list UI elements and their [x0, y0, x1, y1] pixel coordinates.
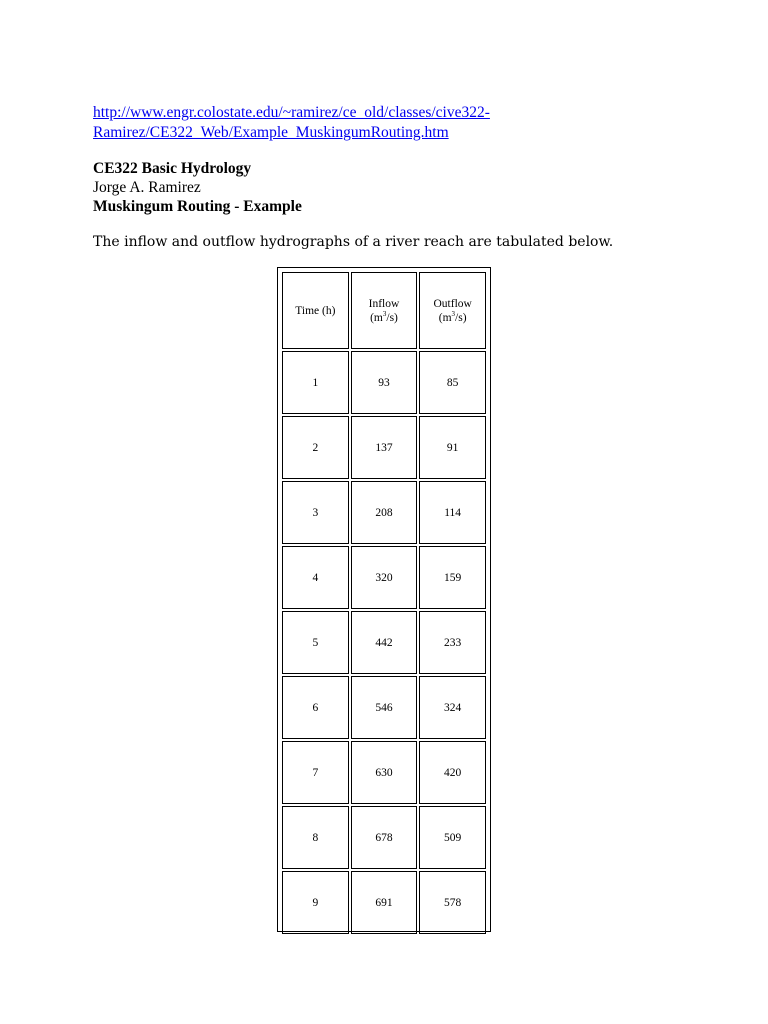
cell-inflow: 137 — [351, 416, 418, 479]
cell-inflow: 691 — [351, 871, 418, 934]
cell-inflow: 320 — [351, 546, 418, 609]
cell-inflow: 546 — [351, 676, 418, 739]
header-inflow: Inflow $(m^3/s)$ — [351, 272, 418, 349]
cell-time: 2 — [282, 416, 349, 479]
cell-inflow: 442 — [351, 611, 418, 674]
table-row — [282, 481, 486, 544]
table-row — [282, 416, 486, 479]
example-title: Muskingum Routing - Example — [93, 198, 302, 215]
cell-outflow: 509 — [419, 806, 486, 869]
cell-outflow: 420 — [419, 741, 486, 804]
cell-time: 5 — [282, 611, 349, 674]
intro-paragraph: The inflow and outflow hydrographs of a river reach are tabulated below. — [93, 234, 614, 250]
cell-time: 1 — [282, 351, 349, 414]
table-row — [282, 806, 486, 869]
cell-outflow: 578 — [419, 871, 486, 934]
cell-outflow: 324 — [419, 676, 486, 739]
hydrograph-table-frame — [277, 267, 491, 932]
cell-inflow: 208 — [351, 481, 418, 544]
cell-time: 9 — [282, 871, 349, 934]
cell-outflow: 85 — [419, 351, 486, 414]
cell-time: 7 — [282, 741, 349, 804]
document-header — [93, 159, 302, 216]
author-name: Jorge A. Ramirez — [93, 179, 201, 196]
table-row — [282, 871, 486, 934]
cell-inflow: 93 — [351, 351, 418, 414]
cell-inflow: 678 — [351, 806, 418, 869]
source-link-line-1[interactable]: http://www.engr.colostate.edu/~ramirez/ce_old/classes/cive322- — [93, 104, 490, 121]
hydrograph-table — [280, 270, 488, 936]
table-row — [282, 546, 486, 609]
cell-outflow: 114 — [419, 481, 486, 544]
table-row — [282, 351, 486, 414]
cell-inflow: 630 — [351, 741, 418, 804]
cell-outflow: 233 — [419, 611, 486, 674]
cell-time: 3 — [282, 481, 349, 544]
cell-outflow: 159 — [419, 546, 486, 609]
cell-outflow: 91 — [419, 416, 486, 479]
cell-time: 6 — [282, 676, 349, 739]
header-outflow: Outflow $(m^3/s)$ — [419, 272, 486, 349]
table-row — [282, 676, 486, 739]
source-link-line-2[interactable]: Ramirez/CE322_Web/Example_MuskingumRouting.htm — [93, 124, 449, 141]
table-row — [282, 741, 486, 804]
course-title: CE322 Basic Hydrology — [93, 160, 252, 177]
cell-time: 8 — [282, 806, 349, 869]
header-time: Time (h) — [282, 272, 349, 349]
cell-time: 4 — [282, 546, 349, 609]
table-header-row — [282, 272, 486, 349]
source-link[interactable] — [93, 103, 653, 143]
table-row — [282, 611, 486, 674]
